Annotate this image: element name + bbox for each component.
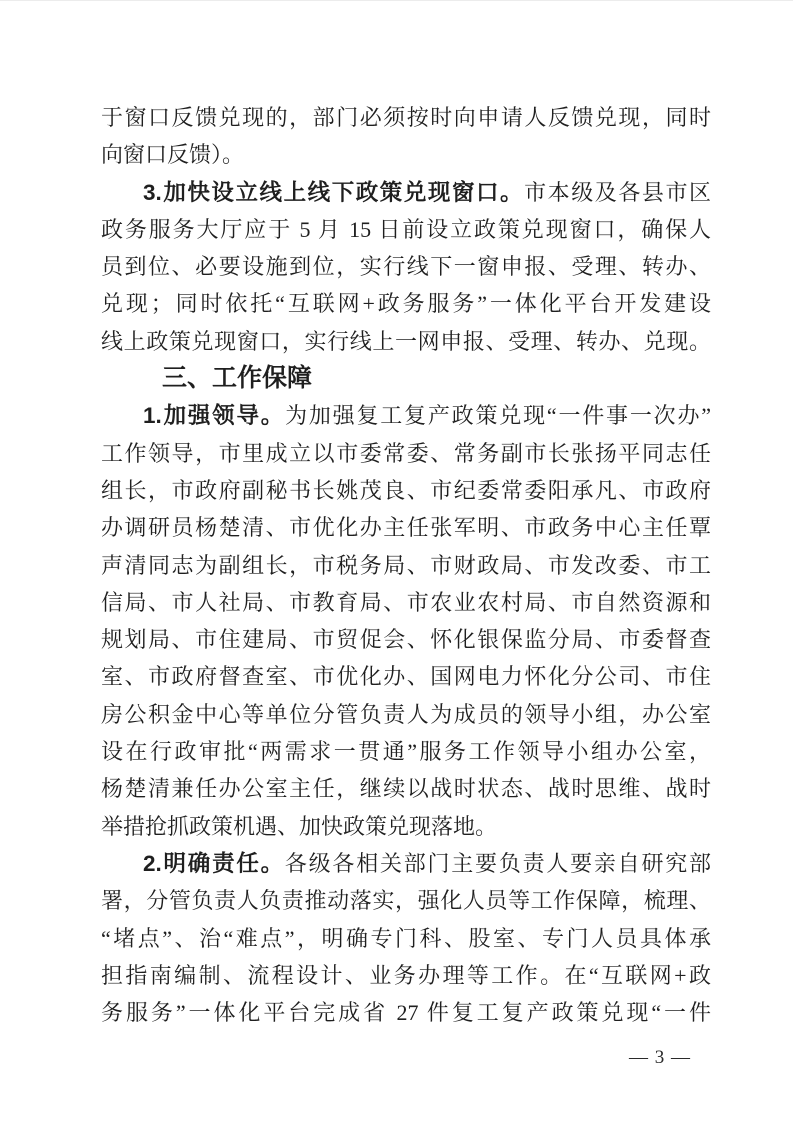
- bold-run: 2.明确责任。: [143, 850, 285, 876]
- body-run: 员到位、必要设施到位，实行线下一窗申报、受理、转办、: [101, 254, 711, 280]
- text-line: [101, 248, 711, 285]
- body-run: 组长，市政府副秘书长姚茂良、市纪委常委阳承凡、市政府: [101, 477, 711, 503]
- text-line: [101, 920, 711, 957]
- body-run: 室、市政府督查室、市优化办、国网电力怀化分公司、市住: [101, 664, 711, 690]
- body-run: 于窗口反馈兑现的，部门必须按时向申请人反馈兑现，同时: [101, 105, 711, 130]
- text-line: [101, 957, 711, 994]
- section-heading: [101, 360, 711, 397]
- body-run: 房公积金中心等单位分管负责人为成员的领导小组，办公室: [101, 701, 711, 727]
- body-run: “堵点”、治“难点”，明确专门科、股室、专门人员具体承: [101, 925, 711, 951]
- text-line: [101, 174, 711, 211]
- text-line: [101, 509, 711, 546]
- body-run: 工作领导，市里成立以市委常委、常务副市长张扬平同志任: [101, 440, 711, 466]
- body-run: 向窗口反馈）。: [101, 142, 245, 168]
- text-line: [101, 472, 711, 509]
- bold-run: 1.加强领导。: [143, 403, 286, 429]
- text-line: [101, 733, 711, 770]
- text-line: [101, 696, 711, 733]
- text-line: [101, 99, 711, 136]
- body-run: 署，分管负责人负责推动落实，强化人员等工作保障，梳理、: [101, 888, 711, 914]
- text-line: [101, 211, 711, 248]
- text-line: [101, 994, 711, 1031]
- body-run: 举措抢抓政策机遇、加快政策兑现落地。: [101, 813, 498, 839]
- text-line: [101, 808, 711, 845]
- body-run: 兑现；同时依托“互联网+政务服务”一体化平台开发建设: [101, 291, 711, 317]
- text-line: [101, 770, 711, 807]
- body-run: 市本级及各县市区: [524, 179, 711, 205]
- text-line: [101, 584, 711, 621]
- body-run: 线上政策兑现窗口，实行线上一网申报、受理、转办、兑现。: [101, 328, 711, 354]
- body-run: 为加强复工复产政策兑现“一件事一次办”: [285, 403, 712, 429]
- body-run: 信局、市人社局、市教育局、市农业农村局、市自然资源和: [101, 589, 711, 615]
- text-line: [101, 323, 711, 360]
- body-run: 务服务”一体化平台完成省 27 件复工复产政策兑现“一件: [101, 1000, 711, 1026]
- text-line: [101, 285, 711, 322]
- text-line: [101, 547, 711, 584]
- text-line: [101, 621, 711, 658]
- body-run: 各级各相关部门主要负责人要亲自研究部: [284, 850, 711, 876]
- text-line: [101, 136, 711, 173]
- text-line: [101, 435, 711, 472]
- body-run: 设在行政审批“两需求一贯通”服务工作领导小组办公室，: [101, 739, 711, 765]
- document-body: [101, 99, 711, 1031]
- bold-run: 三、工作保障: [162, 364, 313, 393]
- body-run: 声清同志为副组长，市税务局、市财政局、市发改委、市工: [101, 552, 711, 578]
- page-number: — 3 —: [629, 1047, 691, 1068]
- body-run: 担指南编制、流程设计、业务办理等工作。在“互联网+政: [101, 962, 711, 988]
- bold-run: 3.加快设立线上线下政策兑现窗口。: [143, 179, 525, 205]
- text-line: [101, 397, 711, 434]
- body-run: 办调研员杨楚清、市优化办主任张军明、市政务中心主任覃: [101, 515, 711, 541]
- body-run: 杨楚清兼任办公室主任，继续以战时状态、战时思维、战时: [101, 776, 711, 802]
- body-run: 政务服务大厅应于 5 月 15 日前设立政策兑现窗口，确保人: [101, 216, 711, 242]
- text-line: [101, 845, 711, 882]
- text-line: [101, 658, 711, 695]
- body-run: 规划局、市住建局、市贸促会、怀化银保监分局、市委督查: [101, 627, 711, 653]
- text-line: [101, 882, 711, 919]
